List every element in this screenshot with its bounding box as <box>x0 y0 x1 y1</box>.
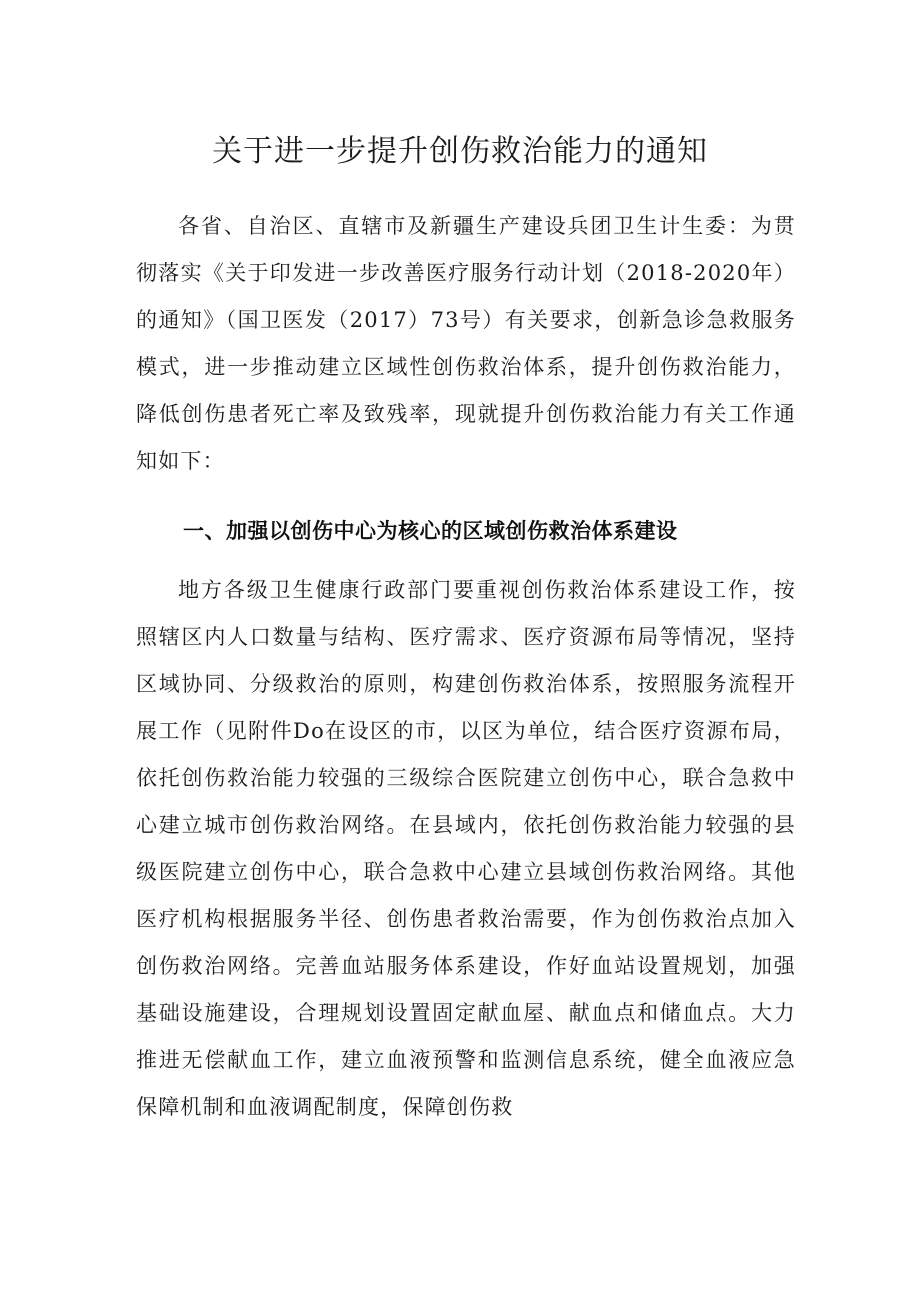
section-heading: 一、加强以创伤中心为核心的区域创伤救治体系建设 <box>183 519 678 543</box>
body-paragraph: 地方各级卫生健康行政部门要重视创伤救治体系建设工作，按照辖区内人口数量与结构、医疗需求、医疗资源布局等情况，坚持区域协同、分级救治的原则，构建创伤救治体系，按照服务流程开展工作（见附件Do在设区的市，以区为单位，结合医疗资源布局，依托创伤救治能力较强的三级综合医院建立创伤中心，联合急救中心建立城市创伤救治网络。在县域内，依托创伤救治能力较强的县级医院建立创伤中心，联合急救中心建立县域创伤救治网络。其他医疗机构根据服务半径、创伤患者救治需要，作为创伤救治点加入创伤救治网络。完善血站服务体系建设，作好血站设置规划，加强基础设施建设，合理规划设置固定献血屋、献血点和储血点。大力推进无偿献血工作，建立血液预警和监测信息系统，健全血液应急保障机制和血液调配制度，保障创伤救 <box>136 578 796 1119</box>
document-title: 关于进一步提升创伤救治能力的通知 <box>212 134 708 169</box>
intro-paragraph: 各省、自治区、直辖市及新疆生产建设兵团卫生计生委：为贯彻落实《关于印发进一步改善医疗服务行动计划（2018-2020年）的通知》（国卫医发（2017）73号）有关要求，创新急诊急救服务模式，进一步推动建立区域性创伤救治体系，提升创伤救治能力，降低创伤患者死亡率及致残率，现就提升创伤救治能力有关工作通知如下： <box>136 214 796 473</box>
